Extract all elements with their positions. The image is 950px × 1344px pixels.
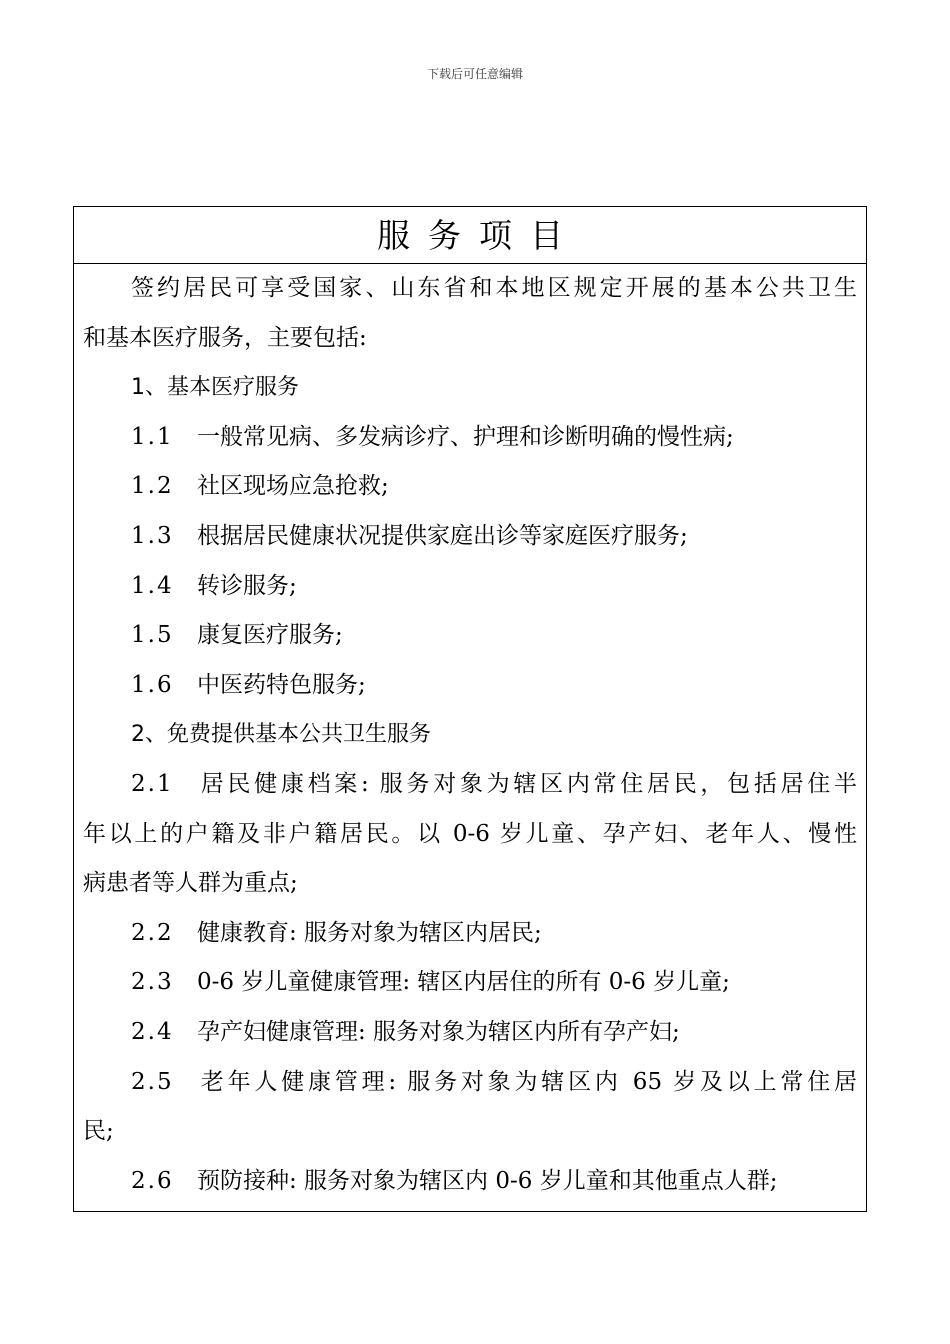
service-items-table [73, 206, 867, 1212]
item-continuation: 年以上的户籍及非户籍居民。以 0-6 岁儿童、孕产妇、老年人、慢性 [83, 820, 857, 847]
item-text: 居民健康档案: 服务对象为辖区内常住居民，包括居住半 [197, 770, 857, 797]
item-text: 社区现场应急抢救; [197, 473, 389, 500]
list-item [83, 611, 857, 661]
item-number: 2.6 [131, 1167, 174, 1194]
item-number: 2.4 [131, 1018, 174, 1045]
item-number: 2.3 [131, 969, 174, 996]
item-text: 预防接种: 服务对象为辖区内 0-6 岁儿童和其他重点人群; [197, 1167, 778, 1194]
item-continuation: 民; [83, 1118, 114, 1145]
item-text: 根据居民健康状况提供家庭出诊等家庭医疗服务; [197, 522, 688, 549]
section-1-heading: 1、基本医疗服务 [131, 375, 299, 401]
intro-line-1: 签约居民可享受国家、山东省和本地区规定开展的基本公共卫生 [131, 275, 857, 301]
list-item [83, 462, 857, 512]
item-continuation: 病患者等人群为重点; [83, 870, 298, 897]
item-text: 转诊服务; [197, 572, 297, 599]
list-item [83, 661, 857, 711]
intro-line-2: 和基本医疗服务，主要包括: [83, 324, 367, 351]
list-item [83, 512, 857, 562]
list-item [83, 909, 857, 959]
item-number: 1.2 [131, 473, 174, 500]
item-number: 2.1 [131, 770, 174, 797]
list-item [83, 562, 857, 612]
list-item [83, 760, 857, 810]
section-2-heading: 2、免费提供基本公共卫生服务 [131, 722, 431, 748]
item-text: 康复医疗服务; [197, 622, 343, 649]
item-text: 0-6 岁儿童健康管理: 辖区内居住的所有 0-6 岁儿童; [197, 969, 730, 996]
item-number: 2.2 [131, 919, 174, 946]
page-header: 下载后可任意编辑 [426, 67, 523, 81]
item-text: 一般常见病、多发病诊疗、护理和诊断明确的慢性病; [197, 423, 734, 450]
item-text: 老年人健康管理: 服务对象为辖区内 65 岁及以上常住居 [197, 1068, 857, 1095]
list-item [83, 1058, 857, 1108]
list-item [83, 413, 857, 463]
item-number: 1.1 [131, 423, 174, 450]
item-number: 1.6 [131, 671, 174, 698]
item-number: 1.5 [131, 622, 174, 649]
table-title: 服务项目 [74, 207, 866, 264]
item-text: 健康教育: 服务对象为辖区内居民; [197, 919, 542, 946]
item-text: 中医药特色服务; [197, 671, 366, 698]
table-content [74, 264, 866, 1206]
list-item [83, 1157, 857, 1207]
item-text: 孕产妇健康管理: 服务对象为辖区内所有孕产妇; [197, 1018, 680, 1045]
list-item [83, 958, 857, 1008]
item-number: 2.5 [131, 1068, 174, 1095]
item-number: 1.4 [131, 572, 174, 599]
item-number: 1.3 [131, 522, 174, 549]
list-item [83, 1008, 857, 1058]
